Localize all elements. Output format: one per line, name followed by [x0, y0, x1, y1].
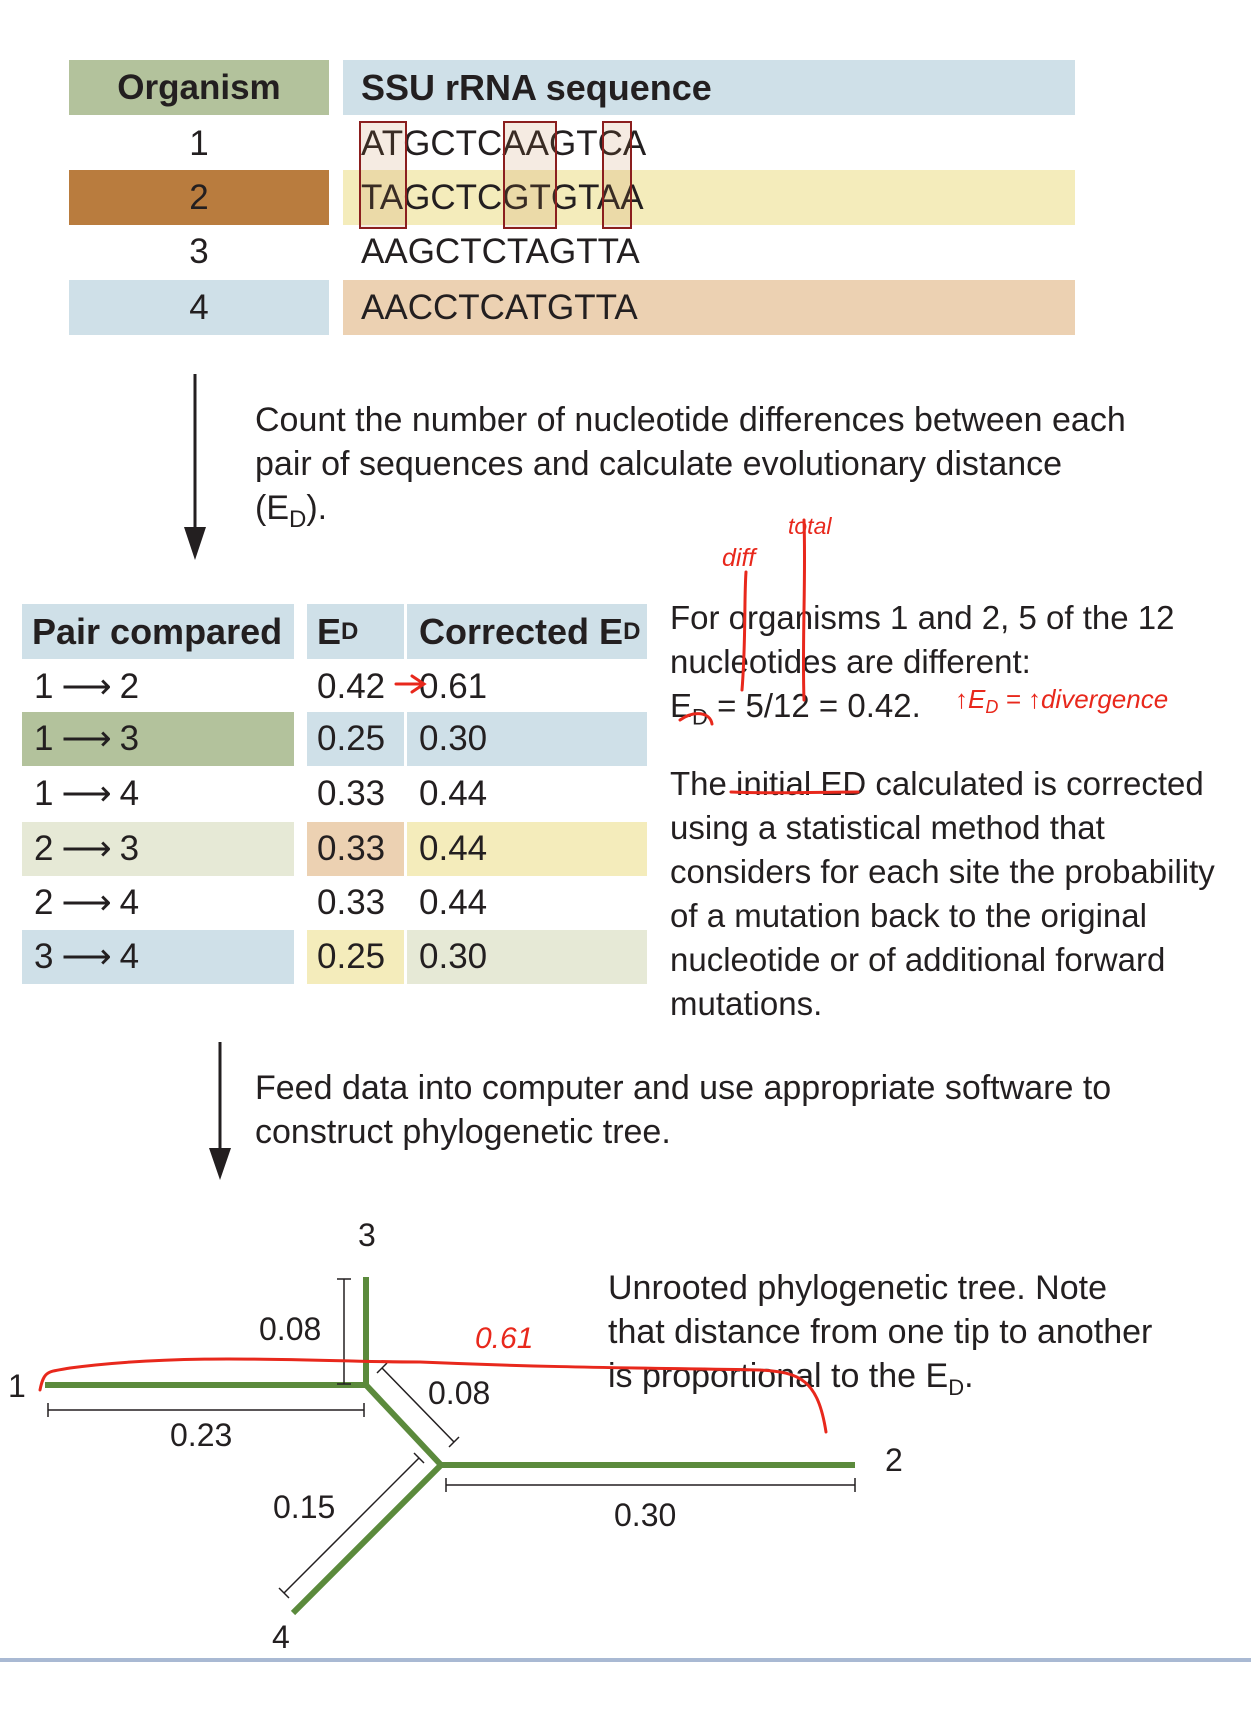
corrected-cell-3: 0.44: [419, 774, 488, 813]
organism-cell-3: 3: [189, 232, 209, 271]
handwritten-total: total: [788, 513, 832, 539]
handwritten-divergence-note: ↑ED = ↑divergence: [955, 684, 1169, 717]
step1-text: Count the number of nucleotide differences between each pair of sequences and calculate evolutionary distance $(E_D)$.: [255, 401, 1126, 533]
sequence-cell-3: AAGCTCTAGTTA: [361, 232, 640, 271]
organism-header: Organism: [69, 60, 329, 115]
organism-cell-4: 4: [69, 280, 329, 335]
branch-length-tip-2: 0.30: [614, 1497, 677, 1533]
right-arrow-icon: ⟶: [61, 774, 112, 813]
organism-cell-1: 1: [189, 124, 209, 163]
bottom-divider: [0, 1658, 1251, 1662]
branch-length-tip-1: 0.23: [170, 1417, 233, 1453]
tip-label-2: 2: [885, 1442, 903, 1478]
corrected-cell-4: 0.44: [407, 822, 647, 876]
ed-cell-3: 0.33: [317, 774, 386, 813]
handwritten-diff: diff: [722, 544, 756, 572]
pair-cell-3: 1 ⟶ 4: [34, 774, 140, 813]
explanation-text: For organisms 1 and 2, 5 of the 12 nucleotides are different: $E_D = 5/12 = 0.42$. The initial ED calculated is corrected using a statistical method that considers for each site the probability of a mutation back to the original nucleotide or of additional forward mutations.: [670, 599, 1215, 1022]
sequence-header: SSU rRNA sequence: [343, 60, 1075, 115]
corrected-cell-5: 0.44: [419, 883, 488, 922]
pair-cell-6: 3 ⟶ 4: [22, 930, 294, 984]
right-arrow-icon: ⟶: [61, 667, 112, 706]
pair-cell-5: 2 ⟶ 4: [34, 883, 140, 922]
right-arrow-icon: ⟶: [61, 719, 112, 758]
sequence-cell-1: ATGCTCAAGTCA: [361, 124, 647, 163]
handwritten-tree-value: 0.61: [475, 1322, 534, 1355]
tip-label-3: 3: [358, 1217, 376, 1253]
branch-length-internal: 0.08: [428, 1375, 491, 1411]
pair-cell-2: 1 ⟶ 3: [22, 712, 294, 766]
ed-header: E D: [307, 604, 404, 659]
corrected-cell-6: 0.30: [407, 930, 647, 984]
tip-label-4: 4: [272, 1619, 290, 1655]
sequence-cell-4: AACCTCATGTTA: [343, 280, 1075, 335]
tip-label-1: 1: [8, 1368, 26, 1404]
right-arrow-icon: ⟶: [61, 937, 112, 976]
ed-cell-4: 0.33: [307, 822, 404, 876]
ed-cell-6: 0.25: [307, 930, 404, 984]
ed-cell-5: 0.33: [317, 883, 386, 922]
organism-cell-2: 2: [69, 170, 329, 225]
right-arrow-icon: ⟶: [61, 883, 112, 922]
step2-text: Feed data into computer and use appropriate software to construct phylogenetic tree.: [255, 1069, 1112, 1151]
branch-length-tip-4: 0.15: [273, 1489, 336, 1525]
branch-length-tip-3: 0.08: [259, 1311, 322, 1347]
ed-cell-2: 0.25: [307, 712, 404, 766]
corrected-ed-header: Corrected E D: [407, 604, 647, 659]
pair-cell-1: 1 ⟶ 2: [34, 667, 140, 706]
tree-note: Unrooted phylogenetic tree. Note that distance from one tip to another is proportional to the $E_D$.: [608, 1269, 1153, 1400]
pair-cell-4: 2 ⟶ 3: [22, 822, 294, 876]
right-arrow-icon: ⟶: [61, 829, 112, 868]
corrected-cell-1: 0.61: [419, 667, 488, 706]
ed-cell-1: 0.42: [317, 667, 386, 706]
pair-header: Pair compared: [22, 604, 294, 659]
sequence-cell-2: TAGCTCGTGTAA: [343, 170, 1075, 225]
corrected-cell-2: 0.30: [407, 712, 647, 766]
